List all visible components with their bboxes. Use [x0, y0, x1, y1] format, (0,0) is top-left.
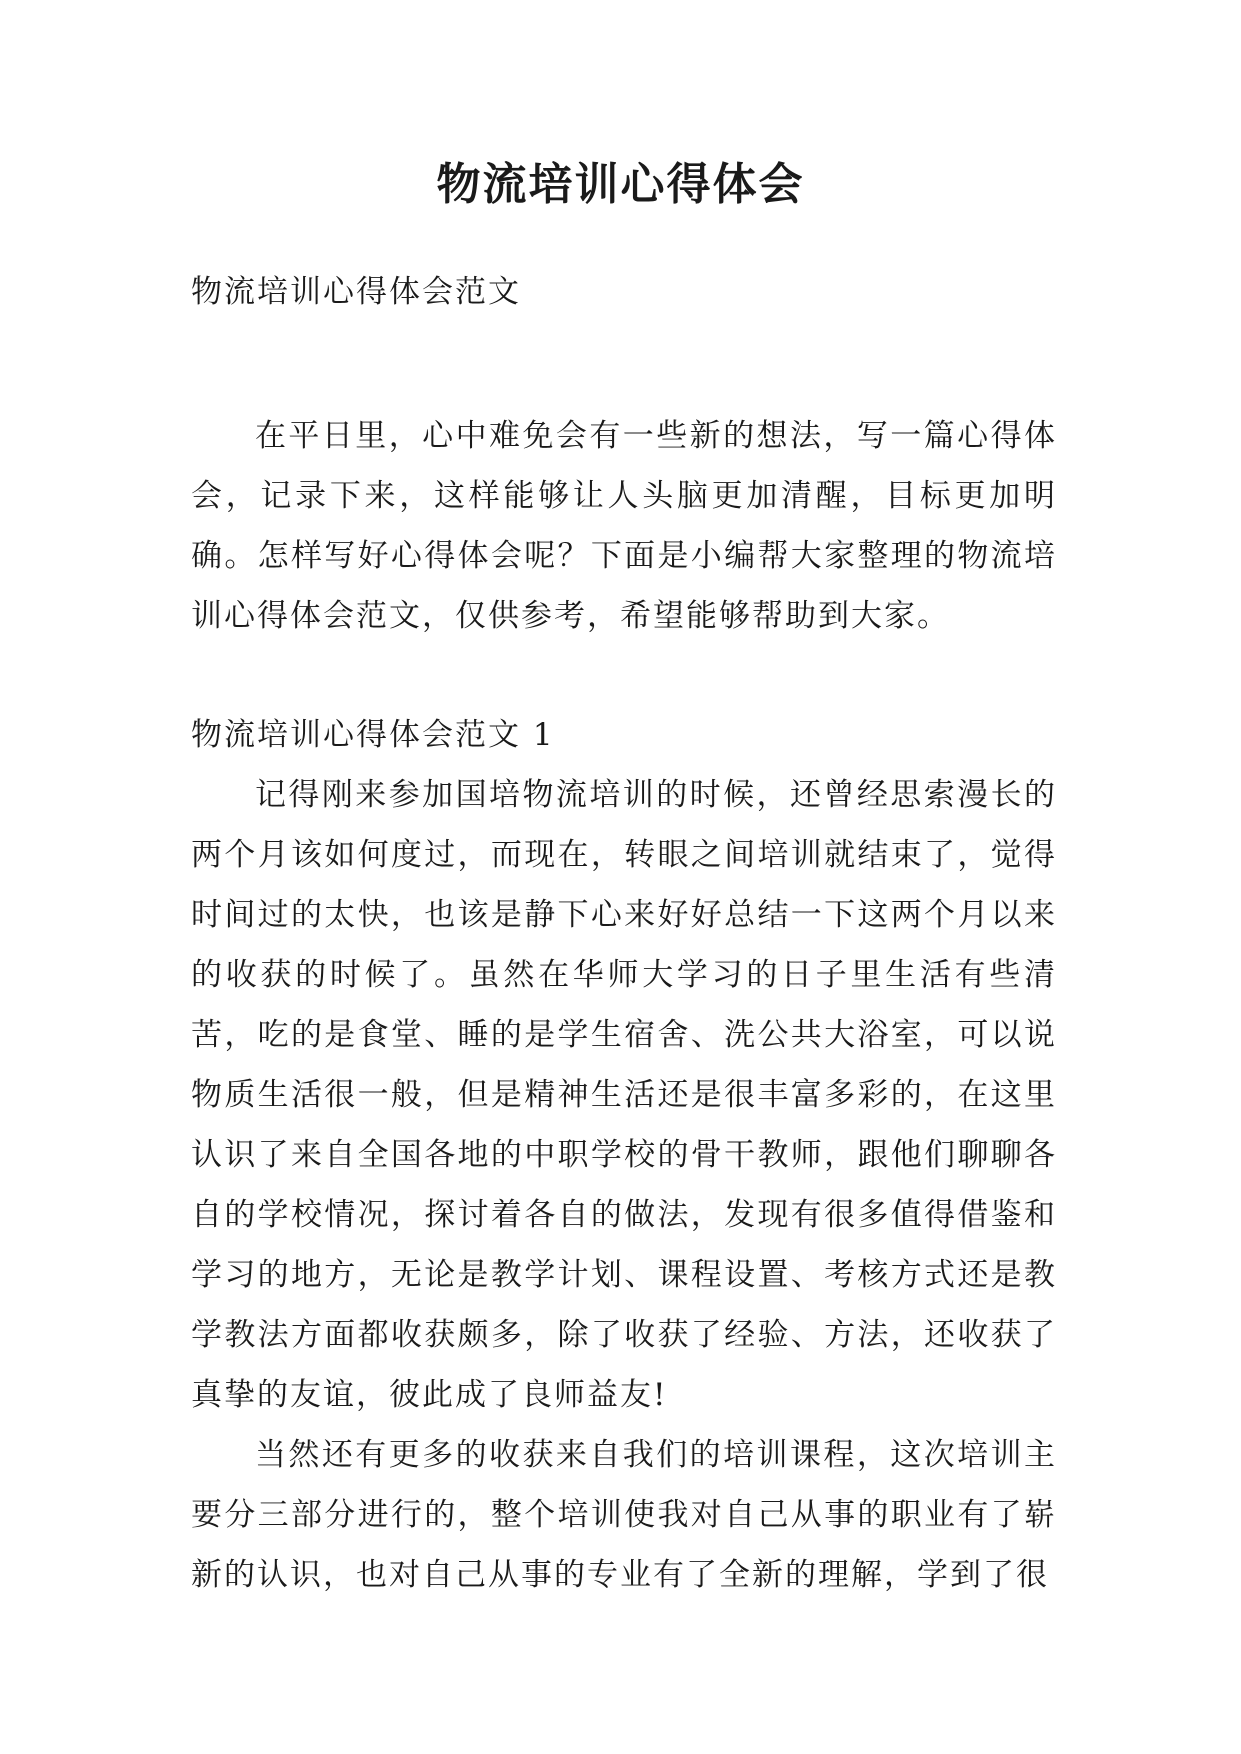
intro-paragraph: 在平日里，心中难免会有一些新的想法，写一篇心得体会，记录下来，这样能够让人头脑更加清醒，目标更加明确。怎样写好心得体会呢？下面是小编帮大家整理的物流培训心得体会范文，仅供参考，希望能够帮助到大家。	[191, 418, 1057, 634]
body-paragraph: 当然还有更多的收获来自我们的培训课程，这次培训主要分三部分进行的，整个培训使我对自己从事的职业有了崭新的认识，也对自己从事的专业有了全新的理解，学到了很	[191, 1437, 1057, 1593]
document-subtitle: 物流培训心得体会范文	[191, 274, 521, 310]
document-body	[191, 262, 1057, 1605]
spacer	[191, 322, 1057, 406]
body-paragraph: 记得刚来参加国培物流培训的时候，还曾经思索漫长的两个月该如何度过，而现在，转眼之间培训就结束了，觉得时间过的太快，也该是静下心来好好总结一下这两个月以来的收获的时候了。虽然在华师大学习的日子里生活有些清苦，吃的是食堂、睡的是学生宿舍、洗公共大浴室，可以说物质生活很一般，但是精神生活还是很丰富多彩的，在这里认识了来自全国各地的中职学校的骨干教师，跟他们聊聊各自的学校情况，探讨着各自的做法，发现有很多值得借鉴和学习的地方，无论是教学计划、课程设置、考核方式还是教学教法方面都收获颇多，除了收获了经验、方法，还收获了真挚的友谊，彼此成了良师益友!	[191, 777, 1057, 1413]
section-heading: 物流培训心得体会范文 1	[191, 717, 555, 753]
document-title: 物流培训心得体会	[436, 159, 805, 210]
spacer	[191, 646, 1057, 705]
